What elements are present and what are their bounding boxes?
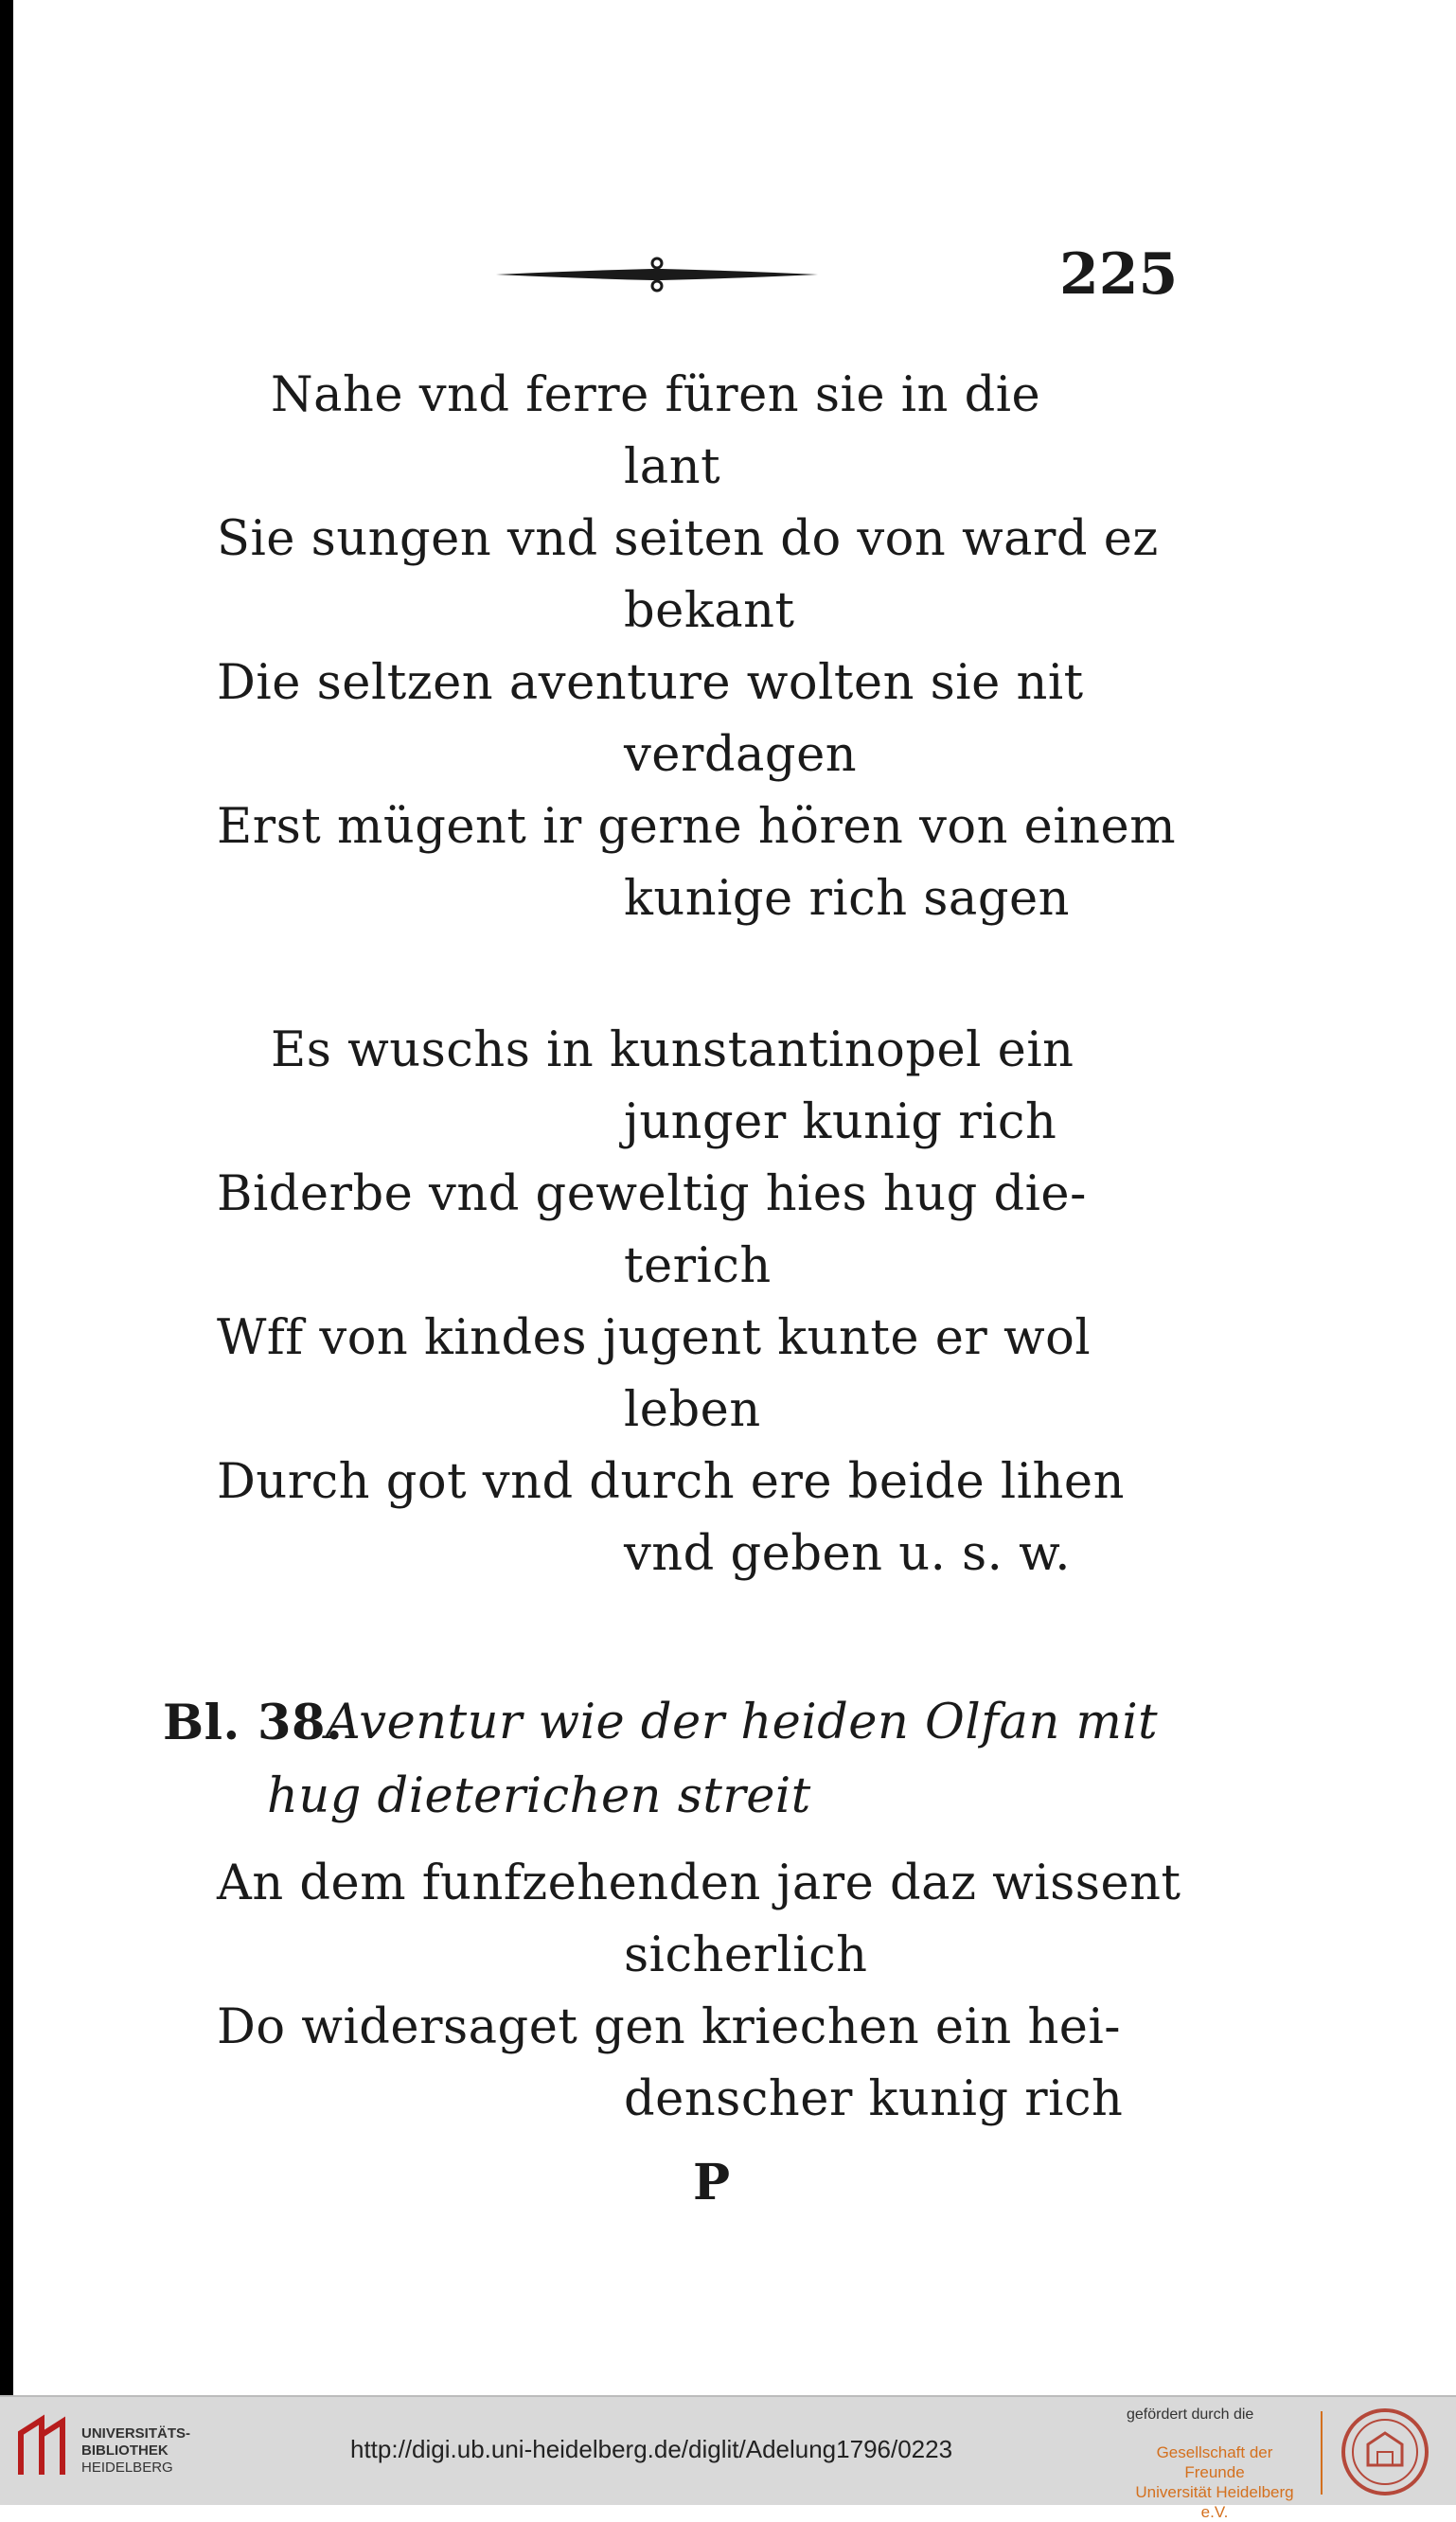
verse-line: Wff von kindes jugent kunte er wol — [217, 1310, 1092, 1366]
verse-line: Die seltzen aventure wolten sie nit — [217, 655, 1084, 711]
viewer-footer — [0, 2395, 1456, 2521]
library-line-3: HEIDELBERG — [81, 2460, 173, 2476]
book-page — [13, 0, 1456, 2395]
verse-line: vnd geben u. s. w. — [624, 1526, 1071, 1582]
verse-line: Erst mügent ir gerne hören von einem — [217, 799, 1177, 855]
verse-line: Nahe vnd ferre füren sie in die — [271, 367, 1041, 423]
sponsor-line-2: Universität Heidelberg e.V. — [1135, 2483, 1294, 2521]
section-heading-line-1: Aventur wie der heiden Olfan mit — [326, 1695, 1159, 1750]
library-name — [81, 2425, 190, 2477]
verse-line: Es wuschs in kunstantinopel ein — [271, 1022, 1074, 1078]
verse-line: denscher kunig rich — [624, 2071, 1124, 2127]
leaf-reference: Bl. 38. — [163, 1695, 344, 1751]
verse-line: leben — [624, 1382, 761, 1438]
library-line-1: UNIVERSITÄTS- — [81, 2425, 191, 2442]
section-heading-line-2: hug dieterichen streit — [267, 1768, 811, 1824]
verse-line: Durch got vnd durch ere beide lihen — [217, 1454, 1125, 1510]
library-line-2: BIBLIOTHEK — [81, 2442, 169, 2459]
verse-line: bekant — [624, 583, 795, 639]
sponsor-label: gefördert durch die — [1127, 2407, 1254, 2423]
verse-line: terich — [624, 1238, 772, 1294]
sponsor-divider — [1321, 2411, 1323, 2495]
signature-mark: P — [693, 2154, 731, 2211]
verse-line: Sie sungen vnd seiten do von ward ez — [217, 511, 1159, 567]
page-number: 225 — [1059, 241, 1179, 308]
verse-line: lant — [624, 439, 721, 495]
verse-line: sicherlich — [624, 1927, 868, 1983]
sponsor-line-1: Gesellschaft der Freunde — [1156, 2443, 1273, 2481]
university-seal-icon — [1340, 2407, 1430, 2497]
ub-heidelberg-logo-icon[interactable] — [13, 2414, 70, 2482]
verse-line: Biderbe vnd geweltig hies hug die- — [217, 1166, 1087, 1222]
sponsor-name[interactable] — [1125, 2442, 1305, 2522]
verse-line: verdagen — [624, 727, 858, 783]
verse-line: junger kunig rich — [624, 1094, 1057, 1150]
verse-line: Do widersaget gen kriechen ein hei- — [217, 1999, 1122, 2055]
verse-line: kunige rich sagen — [624, 871, 1071, 927]
permalink-url[interactable]: http://digi.ub.uni-heidelberg.de/diglit/Adelung1796/0223 — [350, 2435, 953, 2463]
verse-line: An dem funfzehenden jare daz wissent — [217, 1856, 1181, 1911]
scan-left-edge — [0, 0, 13, 2395]
ornament-rule-icon — [491, 256, 823, 293]
